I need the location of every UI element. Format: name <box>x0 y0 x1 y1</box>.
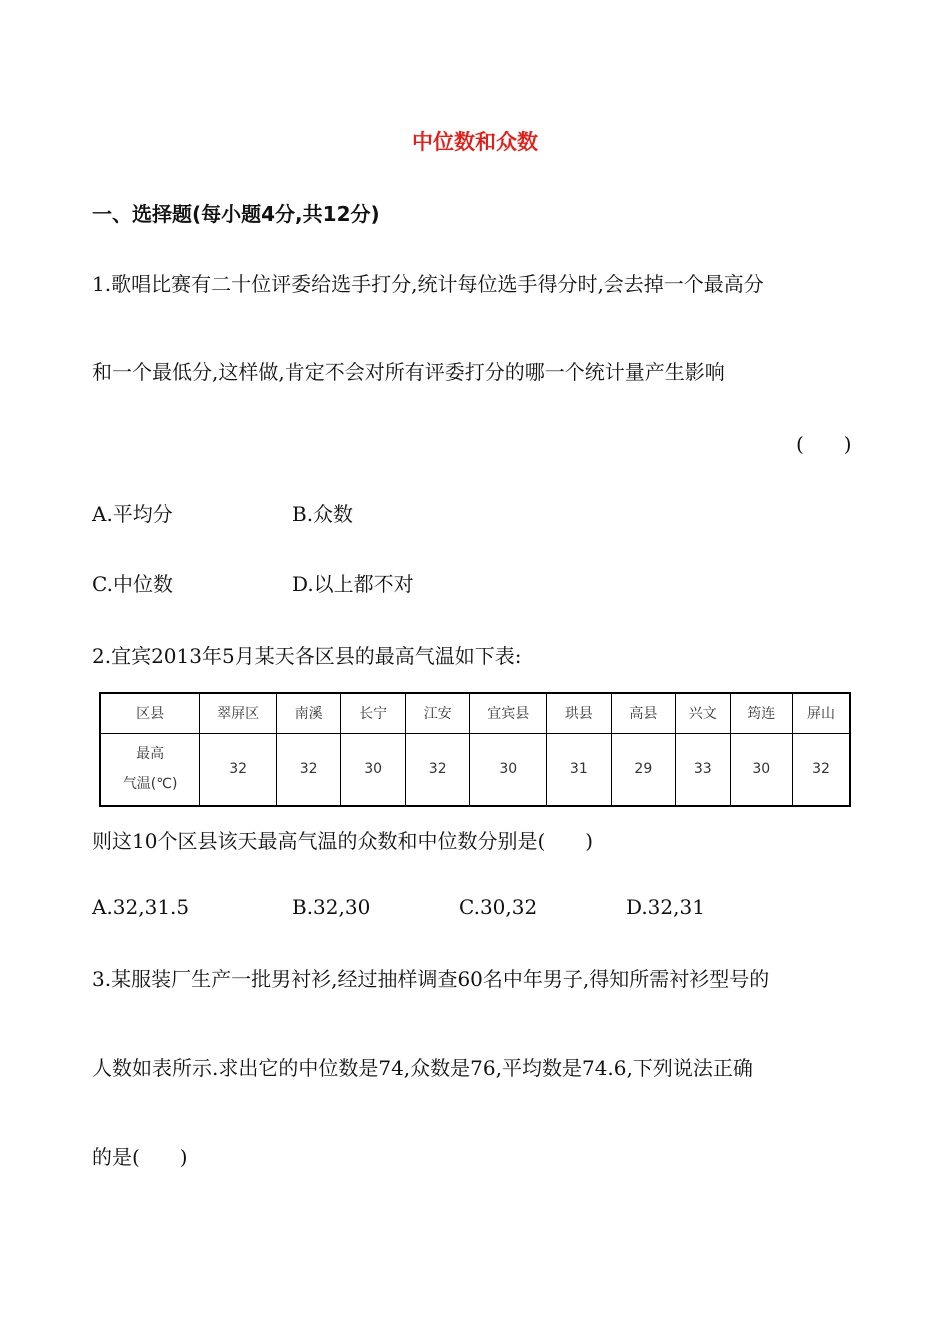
q3-line2: 人数如表所示.求出它的中位数是74,众数是76,平均数是74.6,下列说法正确 <box>92 1056 753 1080</box>
table-cell-district: 南溪 <box>276 693 341 733</box>
table-cell-district: 江安 <box>405 693 470 733</box>
q1-option-a: A.平均分 <box>92 502 173 526</box>
q3-line1: 3.某服装厂生产一批男衬衫,经过抽样调查60名中年男子,得知所需衬衫型号的 <box>92 967 770 991</box>
q2-question: 则这10个区县该天最高气温的众数和中位数分别是( ) <box>92 829 594 853</box>
q2-option-d: D.32,31 <box>626 895 705 919</box>
table-header-temperature <box>100 733 200 806</box>
q3-line3: 的是( ) <box>92 1145 188 1169</box>
q2-stem: 2.宜宾2013年5月某天各区县的最高气温如下表: <box>92 644 522 668</box>
page-title: 中位数和众数 <box>412 130 538 154</box>
table-cell-temp: 33 <box>676 733 730 806</box>
q2-option-c: C.30,32 <box>459 895 538 919</box>
section-heading: 一、选择题(每小题4分,共12分) <box>92 202 380 226</box>
table-cell-district: 筠连 <box>730 693 793 733</box>
q1-line2: 和一个最低分,这样做,肯定不会对所有评委打分的哪一个统计量产生影响 <box>92 360 725 384</box>
q1-answer-blank: ( ) <box>796 432 852 456</box>
table-cell-temp: 32 <box>200 733 277 806</box>
q1-option-b: B.众数 <box>292 502 354 526</box>
table-cell-district: 高县 <box>611 693 676 733</box>
table-cell-temp: 30 <box>470 733 547 806</box>
q2-option-b: B.32,30 <box>292 895 371 919</box>
table-cell-temp: 32 <box>276 733 341 806</box>
table-header-district: 区县 <box>100 693 200 733</box>
table-row-district <box>100 693 850 733</box>
table-row-temperature <box>100 733 850 806</box>
table-cell-temp: 31 <box>547 733 612 806</box>
table-cell-district: 宜宾县 <box>470 693 547 733</box>
table-cell-district: 翠屏区 <box>200 693 277 733</box>
q1-option-d: D.以上都不对 <box>292 572 414 596</box>
table-cell-temp: 29 <box>611 733 676 806</box>
table-cell-district: 长宁 <box>341 693 406 733</box>
table-cell-temp: 30 <box>341 733 406 806</box>
table-header-temperature-line1: 最高 <box>136 746 165 763</box>
table-cell-district: 兴文 <box>676 693 730 733</box>
table-cell-temp: 32 <box>405 733 470 806</box>
temperature-table <box>99 692 851 807</box>
table-cell-district: 珙县 <box>547 693 612 733</box>
table-cell-district: 屏山 <box>793 693 850 733</box>
table-header-temperature-line2: 气温(℃) <box>122 776 178 793</box>
q2-option-a: A.32,31.5 <box>92 895 190 919</box>
q1-line1: 1.歌唱比赛有二十位评委给选手打分,统计每位选手得分时,会去掉一个最高分 <box>92 272 764 296</box>
table-cell-temp: 30 <box>730 733 793 806</box>
q1-option-c: C.中位数 <box>92 572 173 596</box>
table-cell-temp: 32 <box>793 733 850 806</box>
